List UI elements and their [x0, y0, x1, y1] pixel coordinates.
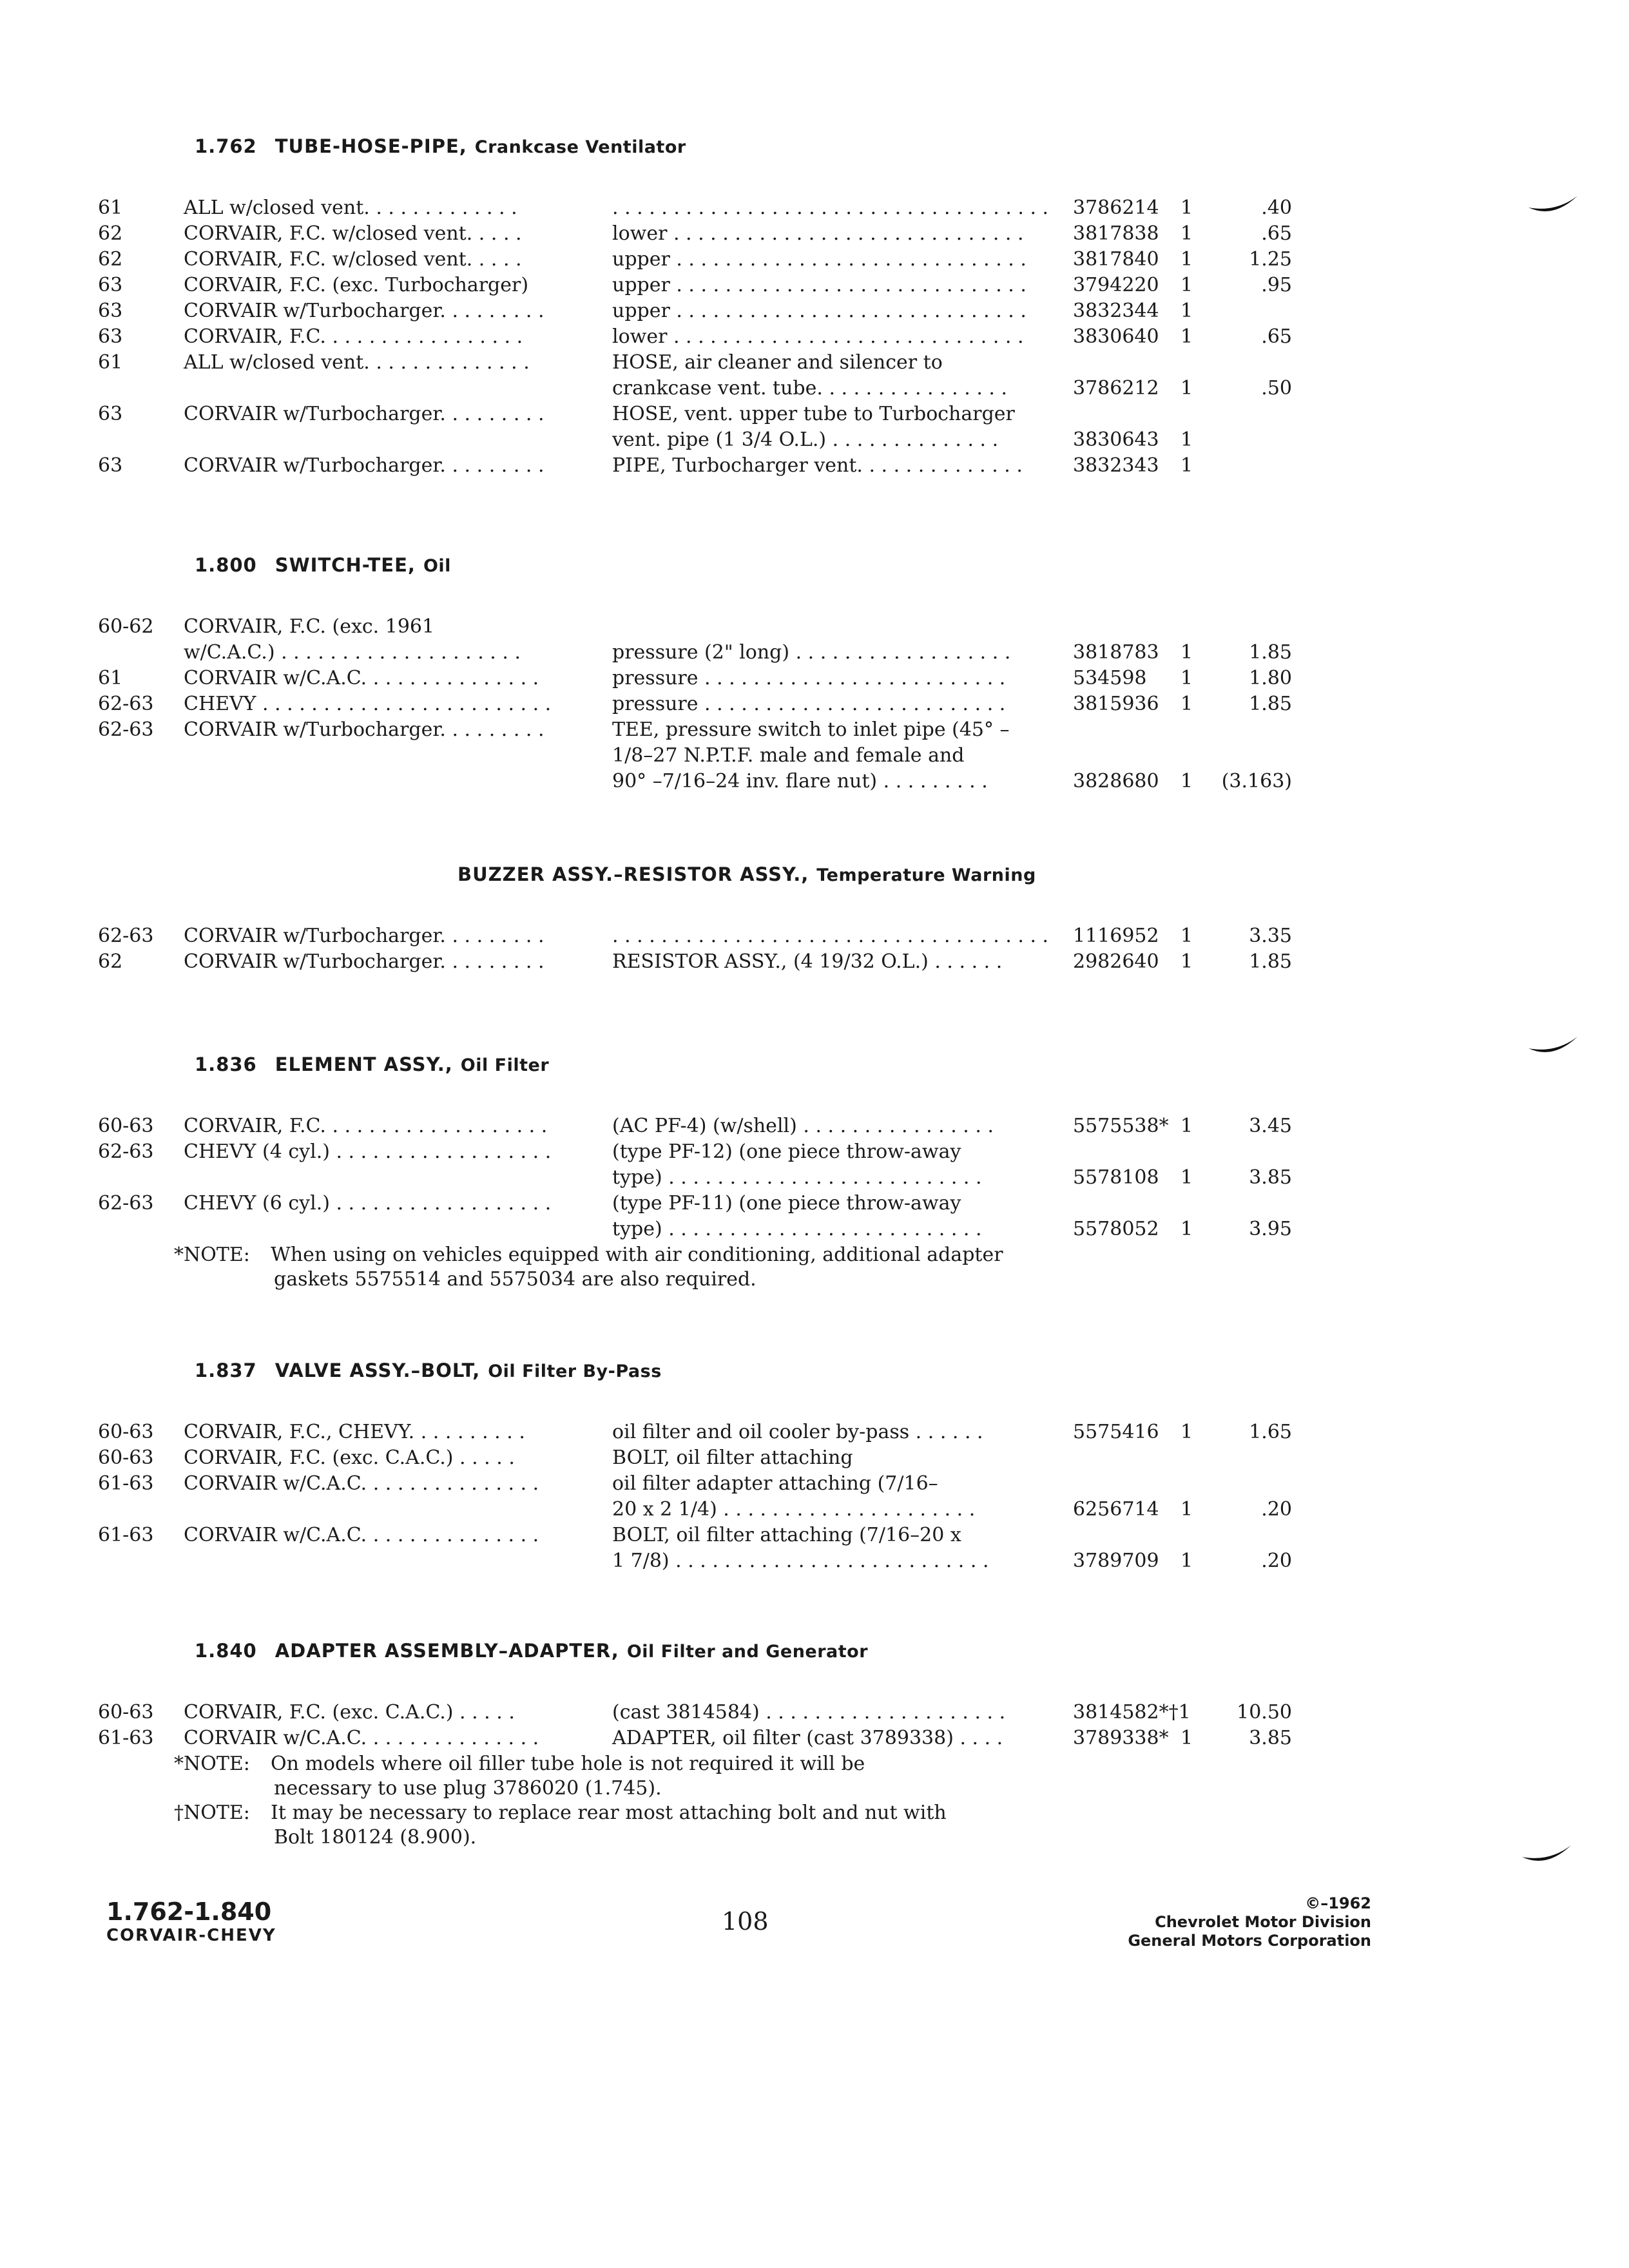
table-row: [0, 351, 1292, 377]
note-label: *NOTE:: [174, 1753, 250, 1775]
page-number: 108: [722, 1907, 769, 1936]
quantity: 1: [1181, 641, 1193, 664]
table-row: [0, 1701, 1292, 1727]
description: upper . . . . . . . . . . . . . . . . . . . . . . . . . . . . .: [612, 300, 1027, 322]
quantity: 1: [1181, 1550, 1193, 1572]
model-year: 63: [98, 454, 123, 477]
application: CHEVY (4 cyl.) . . . . . . . . . . . . . . . . . .: [184, 1140, 552, 1163]
description: (type PF-11) (one piece throw-away: [612, 1192, 961, 1215]
part-number: 3828680: [1073, 770, 1159, 793]
description: 1 7/8) . . . . . . . . . . . . . . . . . . . . . . . . . .: [612, 1550, 989, 1572]
description: TEE, pressure switch to inlet pipe (45° –: [612, 718, 1010, 741]
description: crankcase vent. tube. . . . . . . . . . . . . . . .: [612, 377, 1008, 399]
quantity: 1: [1181, 693, 1193, 715]
price: 1.25: [1249, 248, 1292, 271]
model-year: 61: [98, 351, 123, 374]
footer-copyright: ©–1962: [1305, 1894, 1371, 1912]
application: CORVAIR, F.C. (exc. Turbocharger): [184, 274, 529, 296]
note-label: *NOTE:: [174, 1244, 250, 1266]
table-row: [0, 950, 1292, 976]
note-text: It may be necessary to replace rear most attaching bolt and nut with: [271, 1802, 947, 1824]
table-row: [0, 222, 1292, 248]
price: .40: [1261, 197, 1292, 219]
application: CHEVY . . . . . . . . . . . . . . . . . . . . . . . .: [184, 693, 552, 715]
section-title: [195, 1640, 868, 1662]
table-row: [0, 325, 1292, 351]
section-heading: BUZZER ASSY.–RESISTOR ASSY.,: [458, 863, 809, 885]
model-year: 62: [98, 248, 123, 271]
description: 90° –7/16–24 inv. flare nut) . . . . . . . . .: [612, 770, 988, 793]
quantity: 1: [1181, 222, 1193, 245]
model-year: 62-63: [98, 1140, 154, 1163]
table-row: [0, 1550, 1292, 1575]
application: CHEVY (6 cyl.) . . . . . . . . . . . . . . . . . .: [184, 1192, 552, 1215]
price: .65: [1261, 222, 1292, 245]
quantity: 1: [1181, 1498, 1193, 1521]
description: (AC PF-4) (w/shell) . . . . . . . . . . . . . . . .: [612, 1115, 994, 1137]
table-row: [0, 744, 1292, 770]
application: CORVAIR w/C.A.C. . . . . . . . . . . . . . .: [184, 1472, 539, 1495]
part-number: 5575416: [1073, 1421, 1159, 1443]
application: CORVAIR w/Turbocharger. . . . . . . . .: [184, 300, 545, 322]
description: oil filter adapter attaching (7/16–: [612, 1472, 938, 1495]
quantity: 1: [1181, 325, 1193, 348]
model-year: 61: [98, 667, 123, 689]
application: CORVAIR w/C.A.C. . . . . . . . . . . . . . .: [184, 1524, 539, 1546]
application: CORVAIR, F.C. (exc. 1961: [184, 615, 435, 638]
table-row: [0, 770, 1292, 796]
section-heading: VALVE ASSY.–BOLT,: [275, 1360, 481, 1381]
table-row: [0, 925, 1292, 950]
table-row: [0, 1218, 1292, 1244]
price: .65: [1261, 325, 1292, 348]
application: CORVAIR w/Turbocharger. . . . . . . . .: [184, 950, 545, 973]
quantity: 1: [1181, 377, 1193, 399]
quantity: 1: [1181, 300, 1193, 322]
binding-mark-icon: [1521, 1843, 1572, 1869]
application: CORVAIR w/C.A.C. . . . . . . . . . . . . . .: [184, 667, 539, 689]
model-year: 63: [98, 300, 123, 322]
section-subtitle: Oil Filter By-Pass: [488, 1361, 662, 1381]
section-number: 1.840: [195, 1640, 257, 1662]
part-number: 5578108: [1073, 1166, 1159, 1189]
quantity: 1: [1181, 1727, 1193, 1749]
part-number: 3830643: [1073, 428, 1159, 451]
price: 1.85: [1249, 693, 1292, 715]
description: vent. pipe (1 3/4 O.L.) . . . . . . . . . . . . . .: [612, 428, 999, 451]
note-text: On models where oil filler tube hole is not required it will be: [271, 1753, 865, 1775]
application: w/C.A.C.) . . . . . . . . . . . . . . . . . . . .: [184, 641, 521, 664]
description: pressure . . . . . . . . . . . . . . . . . . . . . . . . .: [612, 693, 1006, 715]
description: type) . . . . . . . . . . . . . . . . . . . . . . . . . .: [612, 1166, 982, 1189]
model-year: 60-62: [98, 615, 154, 638]
quantity: 1: [1181, 925, 1193, 947]
section-title: [195, 1053, 549, 1075]
description: oil filter and oil cooler by-pass . . . . . .: [612, 1421, 983, 1443]
quantity: 1: [1181, 454, 1193, 477]
quantity: 1: [1181, 667, 1193, 689]
model-year: 61: [98, 197, 123, 219]
table-row: [0, 1421, 1292, 1446]
model-year: 60-63: [98, 1421, 154, 1443]
quantity: 1: [1181, 274, 1193, 296]
part-number: 3786212: [1073, 377, 1159, 399]
section-number: 1.836: [195, 1053, 257, 1075]
model-year: 62-63: [98, 1192, 154, 1215]
price: .95: [1261, 274, 1292, 296]
price: 3.85: [1249, 1727, 1292, 1749]
quantity: 1: [1181, 428, 1193, 451]
note-text: Bolt 180124 (8.900).: [274, 1826, 477, 1849]
description: (cast 3814584) . . . . . . . . . . . . . . . . . . . .: [612, 1701, 1006, 1724]
model-year: 61-63: [98, 1524, 154, 1546]
table-row: [0, 1115, 1292, 1140]
description: 20 x 2 1/4) . . . . . . . . . . . . . . . . . . . . .: [612, 1498, 976, 1521]
footer-company-1: Chevrolet Motor Division: [1155, 1913, 1371, 1931]
price: 1.65: [1249, 1421, 1292, 1443]
quantity: 1: [1181, 950, 1193, 973]
application: CORVAIR, F.C. (exc. C.A.C.) . . . . .: [184, 1701, 515, 1724]
description: HOSE, vent. upper tube to Turbocharger: [612, 403, 1015, 425]
table-row: [0, 1140, 1292, 1166]
application: CORVAIR w/Turbocharger. . . . . . . . .: [184, 454, 545, 477]
description: PIPE, Turbocharger vent. . . . . . . . . . . . . .: [612, 454, 1023, 477]
part-number: 3815936: [1073, 693, 1159, 715]
description: 1/8–27 N.P.T.F. male and female and: [612, 744, 965, 767]
description: upper . . . . . . . . . . . . . . . . . . . . . . . . . . . . .: [612, 248, 1027, 271]
footer-publisher: [1128, 1894, 1371, 1950]
description: type) . . . . . . . . . . . . . . . . . . . . . . . . . .: [612, 1218, 982, 1240]
table-row: [0, 454, 1292, 480]
table-row: [0, 1166, 1292, 1192]
model-year: 63: [98, 325, 123, 348]
description: ADAPTER, oil filter (cast 3789338) . . . .: [612, 1727, 1003, 1749]
table-row: [0, 1446, 1292, 1472]
application: CORVAIR w/C.A.C. . . . . . . . . . . . . . .: [184, 1727, 539, 1749]
quantity: 1: [1181, 197, 1193, 219]
section-subtitle: Crankcase Ventilator: [474, 137, 686, 157]
quantity: 1: [1181, 1421, 1193, 1443]
part-number: 3786214: [1073, 197, 1159, 219]
application: CORVAIR, F.C. w/closed vent. . . . .: [184, 248, 522, 271]
part-number: 534598: [1073, 667, 1147, 689]
table-row: [0, 403, 1292, 428]
part-number: 6256714: [1073, 1498, 1159, 1521]
part-number: 5578052: [1073, 1218, 1159, 1240]
application: CORVAIR w/Turbocharger. . . . . . . . .: [184, 925, 545, 947]
quantity: 1: [1181, 770, 1193, 793]
section-subtitle: Temperature Warning: [816, 865, 1036, 885]
binding-mark-icon: [1527, 1034, 1579, 1060]
section-title: [195, 135, 686, 157]
binding-mark-icon: [1527, 193, 1579, 219]
price: 3.95: [1249, 1218, 1292, 1240]
description: . . . . . . . . . . . . . . . . . . . . . . . . . . . . . . . . . . . .: [612, 925, 1049, 947]
price: (3.163): [1221, 770, 1292, 793]
description: upper . . . . . . . . . . . . . . . . . . . . . . . . . . . . .: [612, 274, 1027, 296]
model-year: 62-63: [98, 718, 154, 741]
part-number: 3789338*: [1073, 1727, 1169, 1749]
model-year: 61-63: [98, 1727, 154, 1749]
part-number: 5575538*: [1073, 1115, 1169, 1137]
table-row: [0, 693, 1292, 718]
quantity: 1: [1181, 1218, 1193, 1240]
application: CORVAIR, F.C., CHEVY. . . . . . . . . .: [184, 1421, 525, 1443]
description: . . . . . . . . . . . . . . . . . . . . . . . . . . . . . . . . . . . .: [612, 197, 1049, 219]
model-year: 60-63: [98, 1115, 154, 1137]
description: pressure (2" long) . . . . . . . . . . . . . . . . . .: [612, 641, 1011, 664]
section-title: [195, 1360, 662, 1381]
model-year: 61-63: [98, 1472, 154, 1495]
application: CORVAIR, F.C. (exc. C.A.C.) . . . . .: [184, 1446, 515, 1469]
quantity: 1: [1181, 1115, 1193, 1137]
section-title: [195, 554, 451, 576]
description: (type PF-12) (one piece throw-away: [612, 1140, 961, 1163]
table-row: [0, 1498, 1292, 1524]
price: .50: [1261, 377, 1292, 399]
table-row: [0, 1472, 1292, 1498]
part-number: 3814582*†1: [1073, 1701, 1191, 1724]
application: ALL w/closed vent. . . . . . . . . . . . . .: [184, 351, 530, 374]
table-row: [0, 641, 1292, 667]
description: HOSE, air cleaner and silencer to: [612, 351, 943, 374]
model-year: 60-63: [98, 1446, 154, 1469]
table-row: [0, 718, 1292, 744]
table-row: [0, 428, 1292, 454]
table-row: [0, 248, 1292, 274]
table-row: [0, 667, 1292, 693]
description: RESISTOR ASSY., (4 19/32 O.L.) . . . . . .: [612, 950, 1003, 973]
table-row: [0, 274, 1292, 300]
table-row: [0, 615, 1292, 641]
quantity: 1: [1181, 248, 1193, 271]
part-number: 3818783: [1073, 641, 1159, 664]
section-heading: ELEMENT ASSY.,: [275, 1053, 453, 1075]
table-row: [0, 377, 1292, 403]
price: .20: [1261, 1550, 1292, 1572]
section-subtitle: Oil Filter and Generator: [626, 1642, 869, 1662]
application: CORVAIR, F.C. w/closed vent. . . . .: [184, 222, 522, 245]
application: CORVAIR w/Turbocharger. . . . . . . . .: [184, 718, 545, 741]
price: 1.85: [1249, 950, 1292, 973]
price: 1.85: [1249, 641, 1292, 664]
price: 10.50: [1237, 1701, 1292, 1724]
model-year: 63: [98, 403, 123, 425]
table-row: [0, 1192, 1292, 1218]
model-year: 62-63: [98, 925, 154, 947]
part-number: 3832344: [1073, 300, 1159, 322]
application: CORVAIR w/Turbocharger. . . . . . . . .: [184, 403, 545, 425]
model-year: 63: [98, 274, 123, 296]
part-number: 3817840: [1073, 248, 1159, 271]
price: .20: [1261, 1498, 1292, 1521]
description: BOLT, oil filter attaching: [612, 1446, 853, 1469]
application: CORVAIR, F.C. . . . . . . . . . . . . . . . .: [184, 325, 523, 348]
model-year: 62: [98, 950, 123, 973]
application: ALL w/closed vent. . . . . . . . . . . . .: [184, 197, 517, 219]
model-year: 62-63: [98, 693, 154, 715]
quantity: 1: [1181, 1166, 1193, 1189]
section-heading: SWITCH-TEE,: [275, 554, 416, 576]
section-number: 1.762: [195, 135, 257, 157]
model-year: 62: [98, 222, 123, 245]
section-subtitle: Oil Filter: [460, 1055, 550, 1075]
part-number: 2982640: [1073, 950, 1159, 973]
note-text: When using on vehicles equipped with air conditioning, additional adapter: [271, 1244, 1003, 1266]
part-number: 1116952: [1073, 925, 1159, 947]
part-number: 3830640: [1073, 325, 1159, 348]
description: lower . . . . . . . . . . . . . . . . . . . . . . . . . . . . .: [612, 222, 1024, 245]
part-number: 3817838: [1073, 222, 1159, 245]
part-number: 3832343: [1073, 454, 1159, 477]
description: pressure . . . . . . . . . . . . . . . . . . . . . . . . .: [612, 667, 1006, 689]
footer-model: CORVAIR-CHEVY: [106, 1926, 276, 1945]
description: BOLT, oil filter attaching (7/16–20 x: [612, 1524, 961, 1546]
price: 3.85: [1249, 1166, 1292, 1189]
part-number: 3789709: [1073, 1550, 1159, 1572]
table-row: [0, 1524, 1292, 1550]
price: 3.45: [1249, 1115, 1292, 1137]
price: 3.35: [1249, 925, 1292, 947]
part-number: 3794220: [1073, 274, 1159, 296]
footer-range-block: [106, 1898, 276, 1945]
model-year: 60-63: [98, 1701, 154, 1724]
section-number: 1.800: [195, 554, 257, 576]
application: CORVAIR, F.C. . . . . . . . . . . . . . . . . . .: [184, 1115, 548, 1137]
note-label: †NOTE:: [174, 1802, 250, 1824]
section-heading: ADAPTER ASSEMBLY–ADAPTER,: [275, 1640, 619, 1662]
table-row: [0, 300, 1292, 325]
price: 1.80: [1249, 667, 1292, 689]
footer-range: 1.762-1.840: [106, 1898, 272, 1926]
section-title: [458, 863, 1036, 885]
table-row: [0, 1727, 1292, 1753]
note-text: necessary to use plug 3786020 (1.745).: [274, 1777, 662, 1800]
description: lower . . . . . . . . . . . . . . . . . . . . . . . . . . . . .: [612, 325, 1024, 348]
table-row: [0, 197, 1292, 222]
section-number: 1.837: [195, 1360, 257, 1381]
section-subtitle: Oil: [423, 556, 451, 576]
footer-company-2: General Motors Corporation: [1128, 1932, 1371, 1950]
note-text: gaskets 5575514 and 5575034 are also required.: [274, 1268, 757, 1291]
section-heading: TUBE-HOSE-PIPE,: [275, 135, 467, 157]
